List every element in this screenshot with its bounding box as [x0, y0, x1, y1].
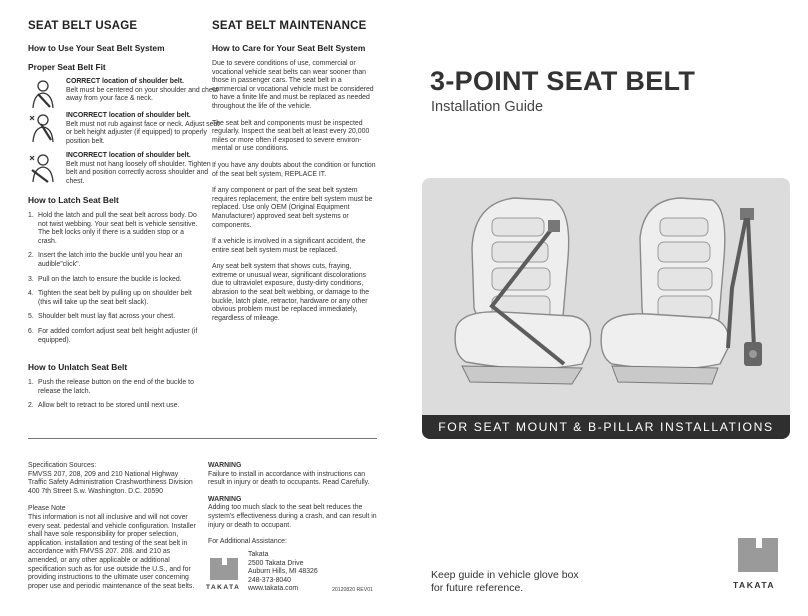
takata-logo-large — [736, 536, 780, 574]
latch-steps — [28, 212, 200, 351]
revision-code: 20120820 REV01 — [332, 587, 373, 593]
step-number: 2. — [28, 252, 34, 260]
contact-street: 2500 Takata Drive — [248, 559, 304, 567]
fit-item-text: Belt must not hang loosely off shoulder. Tighten belt and position correctly across shoulder and chest. — [66, 160, 211, 185]
assistance-label: For Additional Assistance: — [208, 538, 287, 546]
maintenance-paragraph: If a vehicle is involved in a significant accident, the entire seat belt system must be replaced. — [212, 238, 366, 254]
step-text: Push the release button on the end of the buckle to release the latch. — [38, 379, 194, 395]
unlatch-steps — [28, 379, 200, 417]
takata-logo-small-text: TAKATA — [206, 584, 241, 591]
step-text: For added comfort adjust seat belt height adjuster (if equipped). — [38, 327, 198, 344]
maintenance-paragraph: Due to severe conditions of use, commercial or vocational vehicle seat belts can wear sooner than those in passenger cars. The seat belt in a commercial or vocational vehicle must be considered to have a finite life and must be replaced as needed throughout the life of the vehicle. — [212, 60, 374, 110]
step-number: 1. — [28, 379, 34, 386]
fit-item-correct — [28, 78, 219, 114]
list-item — [28, 328, 200, 345]
section-divider — [28, 438, 377, 439]
warning-heading: WARNING — [208, 495, 242, 503]
takata-logo-small — [208, 556, 240, 582]
maintenance-paragraph: The seat belt and components must be inspected regularly. Inspect the seat belt at least every 20,000 miles or more often if exposed to severe environ-mental or use conditions. — [212, 119, 370, 153]
fit-item-incorrect-neck — [28, 112, 220, 148]
list-item — [28, 379, 200, 396]
proper-fit-heading: Proper Seat Belt Fit — [28, 62, 106, 72]
fit-item-incorrect-loose — [28, 152, 211, 188]
correct-fit-icon — [28, 78, 58, 110]
list-item — [28, 313, 200, 322]
contact-phone: 248-373-8040 — [248, 576, 291, 584]
maintenance-heading: SEAT BELT MAINTENANCE — [212, 20, 367, 32]
seat-belt-photo — [422, 178, 790, 415]
page-subtitle: Installation Guide — [431, 99, 544, 115]
list-item — [28, 276, 200, 285]
maintenance-paragraph: If any component or part of the seat belt system requires replacement, the entire belt system must be replaced. Use only OEM (Original Equipment Manufacturer) approved seat belt systems or components. — [212, 187, 373, 229]
maintenance-body — [212, 60, 378, 331]
list-item — [28, 402, 200, 411]
contact-city: Auburn Hills, MI 48326 — [248, 568, 318, 576]
list-item — [28, 290, 200, 307]
step-number: 4. — [28, 290, 34, 298]
takata-logo-large-text: TAKATA — [733, 580, 776, 590]
seats-illustration — [422, 178, 790, 415]
fit-item-title: INCORRECT location of shoulder belt. — [66, 112, 191, 119]
step-text: Pull on the latch to ensure the buckle is locked. — [38, 275, 182, 283]
incorrect-neck-fit-icon — [28, 112, 58, 144]
step-number: 2. — [28, 402, 34, 410]
keep-guide-note — [431, 569, 579, 595]
keep-guide-line2: for future reference. — [431, 582, 524, 594]
unlatch-heading: How to Unlatch Seat Belt — [28, 362, 128, 372]
how-to-use-heading: How to Use Your Seat Belt System — [28, 43, 165, 53]
fit-item-text: Belt must be centered on your shoulder and chest away from your face & neck. — [66, 86, 219, 103]
step-text: Shoulder belt must lay flat across your chest. — [38, 313, 176, 321]
step-text: Hold the latch and pull the seat belt across body. Do not twist webbing. Your seat belt is vehicle sensitive. The belt locks only if there is a sudden stop or a crash. — [38, 212, 198, 245]
step-text: Allow belt to retract to be stored until next use. — [38, 402, 180, 410]
spec-sources-text: FMVSS 207, 208, 209 and 210 National Highway Traffic Safety Administration Crashworthiness Division 400 7th Street S.w. Washington. D.C. 20590 — [28, 470, 193, 495]
care-heading: How to Care for Your Seat Belt System — [212, 43, 366, 53]
fit-item-title: CORRECT location of shoulder belt. — [66, 78, 184, 85]
latch-heading: How to Latch Seat Belt — [28, 195, 119, 205]
keep-guide-line1: Keep guide in vehicle glove box — [431, 569, 579, 581]
step-text: Insert the latch into the buckle until you hear an audible"click". — [38, 252, 183, 268]
list-item — [28, 252, 200, 269]
fit-item-title: INCORRECT location of shoulder belt. — [66, 152, 191, 159]
list-item — [28, 212, 200, 246]
warnings-block — [208, 462, 378, 547]
page-title: 3-POINT SEAT BELT — [430, 66, 696, 96]
installation-banner: FOR SEAT MOUNT & B-PILLAR INSTALLATIONS — [422, 415, 790, 439]
spec-block — [28, 462, 196, 591]
spec-sources-label: Specification Sources: — [28, 462, 97, 469]
warning-heading: WARNING — [208, 462, 242, 469]
step-number: 6. — [28, 327, 34, 335]
incorrect-loose-fit-icon — [28, 152, 58, 184]
warning-text: Failure to install in accordance with instructions can result in injury or death to occupants. Read Carefully. — [208, 470, 370, 487]
contact-website[interactable]: www.takata.com — [248, 585, 299, 593]
warning-text: Adding too much slack to the seat belt reduces the system's effectiveness during a crash, and can result in injury or death to occupant. — [208, 504, 377, 529]
step-text: Tighten the seat belt by pulling up on shoulder belt (this will take up the seat belt slack). — [38, 290, 192, 306]
step-number: 5. — [28, 313, 34, 321]
maintenance-paragraph: Any seat belt system that shows cuts, fraying, extreme or unusual wear, significant discolorations due to ultraviolet exposure, dusty-dirty conditions, abrasion to the seat belt webbing, or damage to the buckle, latch plate, retractor, hardware or any other obvious problem must be replaced immediately, regardless of mileage. — [212, 263, 370, 322]
note-text: This information is not all inclusive and will not cover every seat. pedestal and vehicle configuration. Installer shall have sole responsibility for proper selection, application. installation and testing of the seat belt in accordance with FMVSS 207. 208. and 210 as amended, or any other applicable or additional specification such as for use outside the U.S., and for providing instructions to the ultimate user concerning proper use and periodic maintenance of the seat belts. — [28, 513, 196, 590]
usage-heading: SEAT BELT USAGE — [28, 20, 138, 32]
note-heading: Please Note — [28, 505, 66, 513]
contact-name: Takata — [248, 551, 269, 558]
step-number: 3. — [28, 275, 34, 283]
maintenance-paragraph: If you have any doubts about the condition or function of the seat belt system, REPLACE IT. — [212, 161, 376, 178]
step-number: 1. — [28, 212, 34, 219]
fit-item-text: Belt must not rub against face or neck. Adjust seat or belt height adjuster (if equipped) to properly position belt. — [66, 120, 220, 145]
